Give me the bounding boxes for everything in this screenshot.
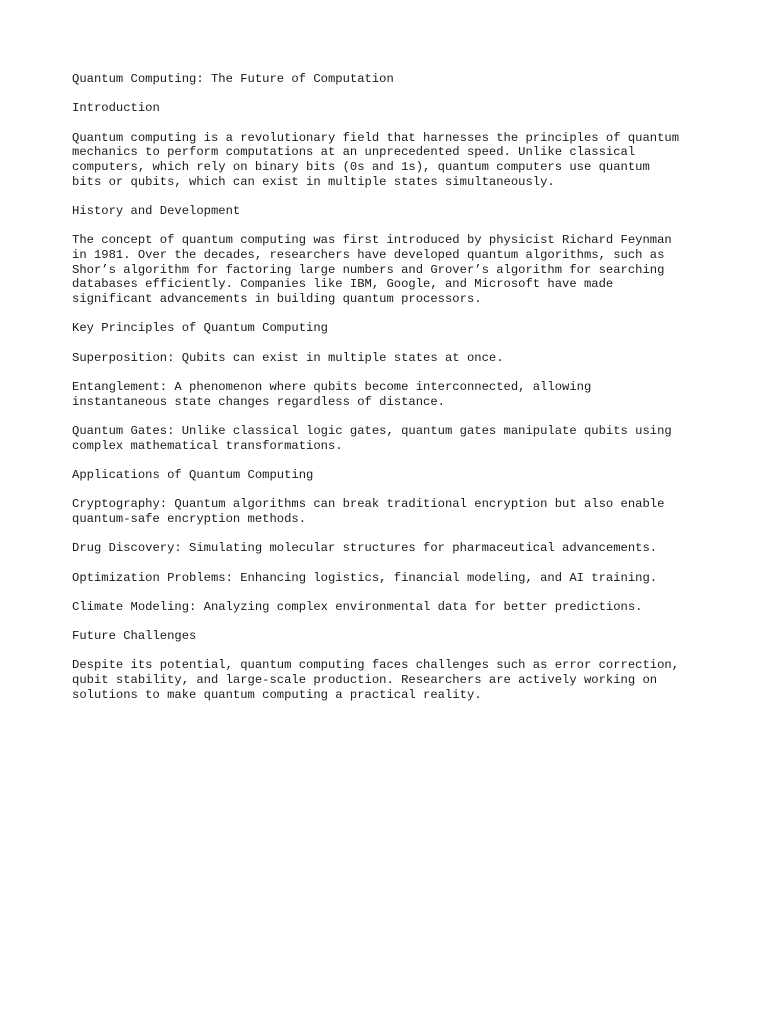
document-title: Quantum Computing: The Future of Computation	[72, 72, 394, 86]
principle-quantum-gates: Quantum Gates: Unlike classical logic gates, quantum gates manipulate qubits using complex mathematical transformations.	[72, 424, 672, 453]
application-drug-discovery: Drug Discovery: Simulating molecular structures for pharmaceutical advancements.	[72, 541, 658, 556]
section-heading-challenges: Future Challenges	[72, 629, 197, 644]
introduction-paragraph: Quantum computing is a revolutionary field that harnesses the principles of quantum mechanics to perform computations at an unprecedented speed. Unlike classical computers, which rely on binary bits (0s and 1s), quantum computers use quantum bits or qubits, which can exist in multiple states simultaneously.	[72, 130, 680, 189]
challenges-paragraph: Despite its potential, quantum computing faces challenges such as error correction, qubit stability, and large-scale production. Researchers are actively working on solutions to make quantum computing a practical reality.	[72, 658, 680, 702]
section-heading-history: History and Development	[72, 204, 241, 218]
document-page	[72, 72, 712, 717]
application-optimization: Optimization Problems: Enhancing logistics, financial modeling, and AI training.	[72, 570, 658, 585]
application-cryptography: Cryptography: Quantum algorithms can break traditional encryption but also enable quantum-safe encryption methods.	[72, 497, 665, 526]
principle-entanglement: Entanglement: A phenomenon where qubits become interconnected, allowing instantaneous state changes regardless of distance.	[72, 380, 592, 409]
history-paragraph: The concept of quantum computing was first introduced by physicist Richard Feynman in 1981. Over the decades, researchers have developed quantum algorithms, such as Shor’s algorithm for factoring large numbers and Grover’s algorithm for searching databases efficiently. Companies like IBM, Google, and Microsoft have made significant advancements in building quantum processors.	[72, 233, 672, 307]
section-heading-applications: Applications of Quantum Computing	[72, 468, 314, 482]
application-climate-modeling: Climate Modeling: Analyzing complex environmental data for better predictions.	[72, 599, 643, 614]
section-heading-introduction: Introduction	[72, 101, 160, 116]
principle-superposition: Superposition: Qubits can exist in multiple states at once.	[72, 350, 504, 365]
section-heading-principles: Key Principles of Quantum Computing	[72, 321, 328, 336]
